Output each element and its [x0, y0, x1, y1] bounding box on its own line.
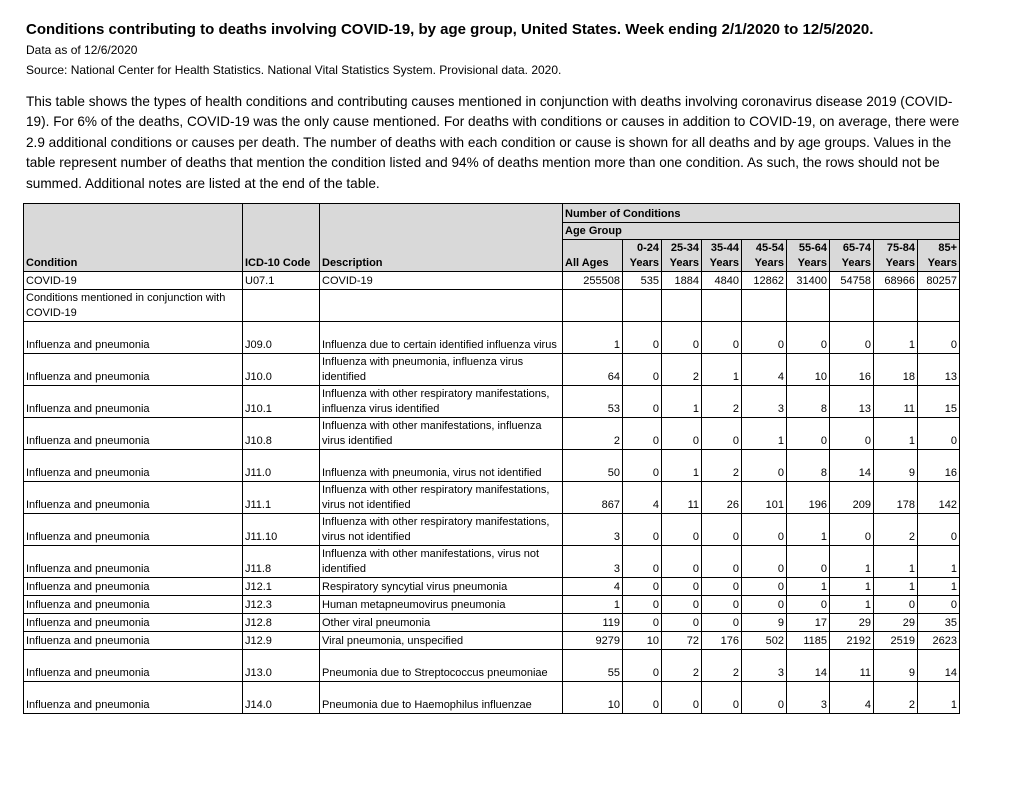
age-value-cell: 1: [662, 449, 702, 481]
age-value-cell: 0: [702, 595, 742, 613]
condition-cell: Influenza and pneumonia: [24, 449, 243, 481]
age-value-cell: 1884: [662, 271, 702, 289]
age-value-cell: 17: [787, 613, 830, 631]
table-description: This table shows the types of health conditions and contributing causes mentioned in conjunction with deaths involving coronavirus disease 2019 (COVID-19). For 6% of the deaths, COVID-19 was the only cause mentioned. For deaths with conditions or causes in addition to COVID-19, on average, there were 2.9 additional conditions or causes per death. The number of deaths with each condition or cause is shown for all deaths and by age groups. Values in the table represent number of deaths that mention the condition listed and 94% of deaths mention more than one condition. As such, the rows should not be summed. Additional notes are listed at the end of the table.: [26, 94, 960, 191]
age-value-cell: 1185: [787, 631, 830, 649]
age-value-cell: 0: [702, 513, 742, 545]
age-value-cell: 0: [787, 417, 830, 449]
table-row: [24, 321, 960, 353]
age-value-cell: 4: [742, 353, 787, 385]
description-cell: Pneumonia due to Haemophilus influenzae: [320, 681, 563, 713]
all-ages-cell: 3: [563, 513, 623, 545]
age-column-header: [742, 240, 787, 272]
age-value-cell: 0: [623, 595, 662, 613]
age-value-cell: 0: [787, 321, 830, 353]
age-range-label: 0-24: [636, 241, 659, 254]
all-ages-cell: 4: [563, 577, 623, 595]
age-value-cell: 2: [874, 681, 918, 713]
age-value-cell: 0: [830, 417, 874, 449]
age-value-cell: 0: [662, 681, 702, 713]
age-range-label: 55-64: [798, 241, 827, 254]
age-value-cell: 0: [874, 595, 918, 613]
condition-column-header: Condition: [24, 240, 243, 272]
age-value-cell: 1: [918, 681, 960, 713]
age-value-cell: 14: [787, 649, 830, 681]
icd-code-cell: J10.8: [243, 417, 320, 449]
age-range-label: 65-74: [842, 241, 871, 254]
condition-cell: Influenza and pneumonia: [24, 513, 243, 545]
age-value-cell: 1: [662, 385, 702, 417]
description-cell: Influenza with pneumonia, influenza virus identified: [320, 353, 563, 385]
table-row: [24, 681, 960, 713]
age-value-cell: 54758: [830, 271, 874, 289]
age-value-cell: 0: [662, 513, 702, 545]
age-value-cell: 8: [787, 385, 830, 417]
age-value-cell: 535: [623, 271, 662, 289]
age-value-cell: 1: [918, 545, 960, 577]
age-value-cell: 0: [662, 577, 702, 595]
age-value-cell: 0: [787, 545, 830, 577]
age-value-cell: 4840: [702, 271, 742, 289]
age-value-cell: [702, 289, 742, 321]
description-cell: Influenza with other respiratory manifestations, virus not identified: [320, 513, 563, 545]
age-column-header: [623, 240, 662, 272]
age-value-cell: 0: [662, 613, 702, 631]
table-row: [24, 289, 960, 321]
icd-code-cell: J10.1: [243, 385, 320, 417]
icd-code-cell: J12.8: [243, 613, 320, 631]
age-value-cell: 0: [918, 513, 960, 545]
age-value-cell: 0: [742, 321, 787, 353]
age-column-header: [702, 240, 742, 272]
age-value-cell: 0: [918, 595, 960, 613]
condition-cell: Influenza and pneumonia: [24, 481, 243, 513]
age-value-cell: 31400: [787, 271, 830, 289]
age-value-cell: 0: [623, 321, 662, 353]
age-value-cell: [918, 289, 960, 321]
icd-code-cell: J12.3: [243, 595, 320, 613]
age-value-cell: 2: [874, 513, 918, 545]
all-ages-cell: 3: [563, 545, 623, 577]
table-row: [24, 385, 960, 417]
all-ages-cell: 867: [563, 481, 623, 513]
all-ages-cell: [563, 289, 623, 321]
all-ages-cell: 53: [563, 385, 623, 417]
icd-code-cell: J13.0: [243, 649, 320, 681]
all-ages-cell: 2: [563, 417, 623, 449]
age-value-cell: 35: [918, 613, 960, 631]
age-value-cell: 18: [874, 353, 918, 385]
age-value-cell: 0: [830, 321, 874, 353]
age-value-cell: 10: [787, 353, 830, 385]
age-column-header: [662, 240, 702, 272]
age-value-cell: 0: [702, 577, 742, 595]
icd-code-cell: J12.1: [243, 577, 320, 595]
age-value-cell: 2623: [918, 631, 960, 649]
age-value-cell: 2: [702, 449, 742, 481]
age-value-cell: 0: [623, 417, 662, 449]
age-value-cell: 0: [702, 417, 742, 449]
condition-cell: Influenza and pneumonia: [24, 649, 243, 681]
age-value-cell: 4: [623, 481, 662, 513]
age-value-cell: 3: [742, 649, 787, 681]
age-column-header: [830, 240, 874, 272]
description-cell: Influenza with other manifestations, influenza virus identified: [320, 417, 563, 449]
age-value-cell: [874, 289, 918, 321]
age-value-cell: 1: [874, 545, 918, 577]
age-value-cell: 502: [742, 631, 787, 649]
age-value-cell: 0: [702, 321, 742, 353]
all-ages-cell: 1: [563, 595, 623, 613]
age-value-cell: 178: [874, 481, 918, 513]
age-value-cell: 1: [702, 353, 742, 385]
condition-cell: Influenza and pneumonia: [24, 353, 243, 385]
age-value-cell: 0: [623, 681, 662, 713]
age-value-cell: 2519: [874, 631, 918, 649]
icd-code-cell: [243, 289, 320, 321]
all-ages-cell: 55: [563, 649, 623, 681]
age-value-cell: 0: [742, 513, 787, 545]
age-value-cell: 0: [623, 449, 662, 481]
table-row: [24, 417, 960, 449]
condition-cell: Influenza and pneumonia: [24, 417, 243, 449]
all-ages-cell: 255508: [563, 271, 623, 289]
age-value-cell: 1: [787, 513, 830, 545]
age-value-cell: 0: [662, 321, 702, 353]
description-cell: Influenza with other respiratory manifestations, influenza virus identified: [320, 385, 563, 417]
icd-code-cell: J14.0: [243, 681, 320, 713]
icd-code-cell: J11.8: [243, 545, 320, 577]
age-value-cell: 9: [742, 613, 787, 631]
age-column-header: [874, 240, 918, 272]
table-row: [24, 353, 960, 385]
column-header-row: [24, 240, 960, 272]
age-value-cell: 0: [830, 513, 874, 545]
age-unit-label: Years: [669, 256, 699, 269]
all-ages-cell: 1: [563, 321, 623, 353]
age-unit-label: Years: [885, 256, 915, 269]
age-value-cell: 0: [918, 417, 960, 449]
age-column-header: [787, 240, 830, 272]
age-value-cell: 0: [623, 385, 662, 417]
table-row: [24, 595, 960, 613]
condition-cell: Influenza and pneumonia: [24, 321, 243, 353]
age-value-cell: 0: [702, 681, 742, 713]
table-row: [24, 649, 960, 681]
condition-cell: Influenza and pneumonia: [24, 681, 243, 713]
age-value-cell: 0: [662, 595, 702, 613]
all-ages-cell: 10: [563, 681, 623, 713]
condition-cell: COVID-19: [24, 271, 243, 289]
age-value-cell: 209: [830, 481, 874, 513]
table-header: [24, 204, 960, 272]
all-ages-cell: 50: [563, 449, 623, 481]
age-value-cell: [830, 289, 874, 321]
age-value-cell: 1: [830, 595, 874, 613]
description-column-header: Description: [320, 240, 563, 272]
age-unit-label: Years: [709, 256, 739, 269]
age-value-cell: 9: [874, 649, 918, 681]
condition-cell: Influenza and pneumonia: [24, 545, 243, 577]
age-value-cell: 16: [830, 353, 874, 385]
data-as-of: Data as of 12/6/2020: [26, 43, 138, 57]
age-value-cell: 0: [742, 595, 787, 613]
age-value-cell: 3: [787, 681, 830, 713]
icd-code-column-header: ICD-10 Code: [243, 240, 320, 272]
age-value-cell: [787, 289, 830, 321]
age-value-cell: 11: [874, 385, 918, 417]
age-range-label: 85+: [938, 241, 957, 254]
age-value-cell: 4: [830, 681, 874, 713]
table-row: [24, 631, 960, 649]
age-column-header: [918, 240, 960, 272]
age-value-cell: 0: [623, 353, 662, 385]
description-cell: Pneumonia due to Streptococcus pneumoniae: [320, 649, 563, 681]
age-value-cell: 13: [918, 353, 960, 385]
age-value-cell: [742, 289, 787, 321]
all-ages-cell: 64: [563, 353, 623, 385]
age-value-cell: 2: [702, 649, 742, 681]
age-value-cell: 12862: [742, 271, 787, 289]
age-value-cell: 0: [623, 513, 662, 545]
description-cell: Human metapneumovirus pneumonia: [320, 595, 563, 613]
age-value-cell: 0: [623, 577, 662, 595]
table-row: [24, 577, 960, 595]
age-unit-label: Years: [841, 256, 871, 269]
age-value-cell: 1: [787, 577, 830, 595]
age-value-cell: 72: [662, 631, 702, 649]
age-value-cell: 0: [702, 613, 742, 631]
age-value-cell: 29: [830, 613, 874, 631]
age-value-cell: 1: [874, 321, 918, 353]
age-value-cell: 11: [662, 481, 702, 513]
age-group-header: Age Group: [563, 223, 960, 240]
table-row: [24, 613, 960, 631]
table-row: [24, 271, 960, 289]
age-range-label: 45-54: [755, 241, 784, 254]
age-value-cell: 0: [662, 545, 702, 577]
age-value-cell: 0: [742, 545, 787, 577]
age-value-cell: 0: [742, 577, 787, 595]
age-value-cell: 176: [702, 631, 742, 649]
age-unit-label: Years: [797, 256, 827, 269]
age-value-cell: 14: [830, 449, 874, 481]
age-value-cell: 1: [742, 417, 787, 449]
condition-cell: Influenza and pneumonia: [24, 613, 243, 631]
age-value-cell: 0: [918, 321, 960, 353]
description-cell: Viral pneumonia, unspecified: [320, 631, 563, 649]
table-row: [24, 481, 960, 513]
age-value-cell: 2: [662, 649, 702, 681]
data-source: Source: National Center for Health Statistics. National Vital Statistics System. Provisional data. 2020.: [26, 63, 562, 77]
icd-code-cell: J10.0: [243, 353, 320, 385]
table-row: [24, 545, 960, 577]
all-ages-cell: 9279: [563, 631, 623, 649]
age-value-cell: 0: [623, 545, 662, 577]
age-unit-label: Years: [754, 256, 784, 269]
age-value-cell: 16: [918, 449, 960, 481]
description-cell: Influenza with pneumonia, virus not identified: [320, 449, 563, 481]
age-value-cell: 196: [787, 481, 830, 513]
description-cell: Other viral pneumonia: [320, 613, 563, 631]
icd-code-cell: J11.0: [243, 449, 320, 481]
age-value-cell: 0: [662, 417, 702, 449]
age-value-cell: 0: [702, 545, 742, 577]
condition-cell: Conditions mentioned in conjunction with COVID-19: [24, 289, 243, 321]
age-range-label: 25-34: [670, 241, 699, 254]
age-value-cell: 0: [623, 649, 662, 681]
age-value-cell: 0: [623, 613, 662, 631]
conditions-table: [23, 203, 960, 714]
icd-code-cell: J09.0: [243, 321, 320, 353]
age-value-cell: 14: [918, 649, 960, 681]
age-value-cell: 2192: [830, 631, 874, 649]
age-value-cell: 10: [623, 631, 662, 649]
age-value-cell: 2: [702, 385, 742, 417]
age-value-cell: 11: [830, 649, 874, 681]
condition-cell: Influenza and pneumonia: [24, 385, 243, 417]
all-ages-column-header: All Ages: [563, 240, 623, 272]
icd-code-cell: J12.9: [243, 631, 320, 649]
number-of-conditions-header: Number of Conditions: [563, 204, 960, 223]
age-value-cell: 1: [874, 577, 918, 595]
description-cell: Respiratory syncytial virus pneumonia: [320, 577, 563, 595]
description-cell: [320, 289, 563, 321]
condition-cell: Influenza and pneumonia: [24, 595, 243, 613]
condition-cell: Influenza and pneumonia: [24, 577, 243, 595]
age-value-cell: 8: [787, 449, 830, 481]
age-value-cell: [623, 289, 662, 321]
age-value-cell: 0: [742, 449, 787, 481]
age-value-cell: [662, 289, 702, 321]
report-title: Conditions contributing to deaths involving COVID-19, by age group, United States. Week ending 2/1/2020 to 12/5/2020.: [26, 21, 874, 38]
description-cell: Influenza with other manifestations, virus not identified: [320, 545, 563, 577]
age-unit-label: Years: [629, 256, 659, 269]
icd-code-cell: U07.1: [243, 271, 320, 289]
age-value-cell: 101: [742, 481, 787, 513]
description-cell: COVID-19: [320, 271, 563, 289]
age-value-cell: 0: [787, 595, 830, 613]
age-range-label: 35-44: [710, 241, 739, 254]
age-value-cell: 2: [662, 353, 702, 385]
table-row: [24, 449, 960, 481]
icd-code-cell: J11.10: [243, 513, 320, 545]
icd-code-cell: J11.1: [243, 481, 320, 513]
age-value-cell: 3: [742, 385, 787, 417]
age-value-cell: 1: [830, 545, 874, 577]
age-range-label: 75-84: [886, 241, 915, 254]
age-unit-label: Years: [927, 256, 957, 269]
condition-cell: Influenza and pneumonia: [24, 631, 243, 649]
age-value-cell: 29: [874, 613, 918, 631]
age-value-cell: 142: [918, 481, 960, 513]
age-value-cell: 1: [874, 417, 918, 449]
description-cell: Influenza with other respiratory manifestations, virus not identified: [320, 481, 563, 513]
age-value-cell: 1: [830, 577, 874, 595]
age-value-cell: 1: [918, 577, 960, 595]
all-ages-cell: 119: [563, 613, 623, 631]
age-value-cell: 0: [742, 681, 787, 713]
table-body: [24, 271, 960, 713]
age-value-cell: 68966: [874, 271, 918, 289]
age-value-cell: 15: [918, 385, 960, 417]
age-value-cell: 9: [874, 449, 918, 481]
description-cell: Influenza due to certain identified influenza virus: [320, 321, 563, 353]
age-value-cell: 26: [702, 481, 742, 513]
table-row: [24, 513, 960, 545]
age-value-cell: 13: [830, 385, 874, 417]
age-value-cell: 80257: [918, 271, 960, 289]
